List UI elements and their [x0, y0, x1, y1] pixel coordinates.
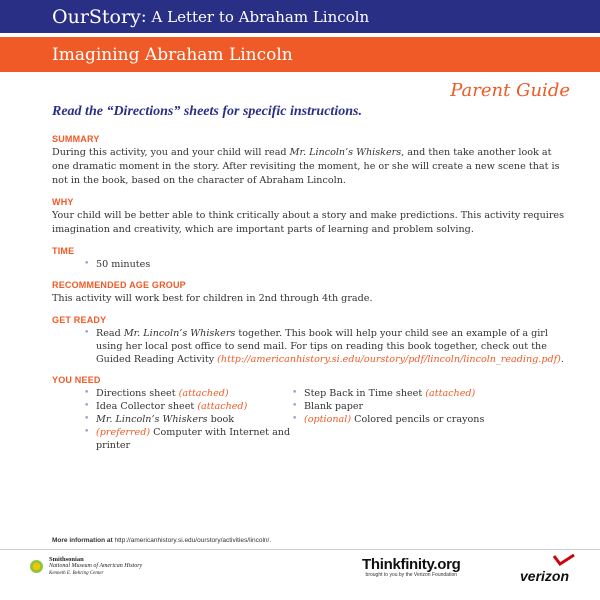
- thinkfinity-tagline: brought to you by the Verizon Foundation: [365, 572, 457, 578]
- verizon-check-icon: [516, 554, 576, 588]
- thinkfinity-logo: [362, 556, 461, 578]
- text-part: Read: [96, 328, 124, 339]
- center-name: Kenneth E. Behring Center: [49, 571, 104, 576]
- item-text: Computer with Internet and printer: [96, 427, 291, 451]
- why-text: Your child will be better able to think critically about a story and make predictions. This activity requires imagination and creativity, which are important parts of learning and problem solving.: [52, 210, 565, 235]
- thinkfinity-name: Thinkfinity.org: [362, 556, 461, 573]
- summary-text: [52, 146, 572, 188]
- series-colon: :: [140, 6, 147, 27]
- verizon-wordmark: verizon: [520, 568, 570, 584]
- more-info: [52, 537, 271, 544]
- age-heading: RECOMMENDED AGE GROUP: [52, 280, 186, 290]
- smithsonian-logo: [30, 556, 142, 577]
- book-title: Mr. Lincoln’s Whiskers: [96, 414, 208, 425]
- sun-icon: [30, 560, 43, 573]
- list-item: [292, 387, 484, 400]
- why-section: [52, 197, 572, 237]
- get-ready-section: [52, 315, 572, 366]
- you-need-section: [52, 375, 572, 452]
- item-note: (attached): [425, 388, 476, 399]
- item-text: Colored pencils or crayons: [351, 414, 485, 425]
- item-note: (attached): [197, 401, 248, 412]
- guided-reading-link[interactable]: (http://americanhistory.si.edu/ourstory/pdf/lincoln/lincoln_reading.pdf): [217, 354, 561, 365]
- summary-section: [52, 134, 572, 188]
- you-need-heading: YOU NEED: [52, 375, 101, 385]
- list-item: [84, 387, 292, 400]
- verizon-logo: [516, 554, 576, 588]
- text-part: together. This book will help your child see an example of a girl using her local post office to send mail. For tips on reading this book together, check out the Guided Reading Activity: [96, 328, 548, 365]
- more-info-label: More information at: [52, 537, 113, 544]
- list-item: [84, 413, 292, 426]
- activity-title-banner: [0, 37, 600, 72]
- parent-guide-label: Parent Guide: [450, 80, 570, 101]
- list-item: [292, 413, 484, 426]
- summary-heading: SUMMARY: [52, 134, 100, 144]
- age-section: [52, 280, 572, 306]
- item-text: Directions sheet: [96, 388, 179, 399]
- list-item: [292, 400, 484, 413]
- materials-list: [84, 387, 292, 452]
- footer-divider: [0, 549, 600, 550]
- book-title: Mr. Lincoln’s Whiskers: [289, 147, 402, 158]
- series-banner: [0, 0, 600, 35]
- get-ready-heading: GET READY: [52, 315, 107, 325]
- series-brand: OurStory: [52, 5, 141, 28]
- time-heading: TIME: [52, 246, 75, 256]
- book-title: Mr. Lincoln’s Whiskers: [123, 328, 236, 339]
- materials-list: [292, 387, 484, 452]
- list-item: [84, 426, 292, 452]
- time-section: [52, 246, 572, 271]
- summary-text-part: , and then take another look at one dramatic moment in the story. After revisiting the moment, he or she will create a new scene that is not in the book, based on the character of Abraham Lincoln.: [52, 147, 560, 186]
- list-item: • 50 minutes: [84, 258, 572, 271]
- item-text: Step Back in Time sheet: [304, 388, 426, 399]
- item-text: Idea Collector sheet: [96, 401, 198, 412]
- item-note: (attached): [178, 388, 229, 399]
- list-item: [84, 400, 292, 413]
- guide-content: [52, 134, 572, 461]
- smithsonian-name: Smithsonian: [49, 556, 84, 563]
- more-info-link[interactable]: http://americanhistory.si.edu/ourstory/activities/lincoln/.: [112, 537, 272, 544]
- text-part: .: [560, 354, 564, 365]
- age-text: This activity will work best for children in 2nd through 4th grade.: [52, 293, 373, 304]
- museum-name: National Museum of American History: [49, 563, 143, 569]
- series-subtitle: A Letter to Abraham Lincoln: [151, 7, 370, 26]
- summary-text-part: During this activity, you and your child will read: [52, 147, 290, 158]
- activity-title: Imagining Abraham Lincoln: [52, 44, 293, 65]
- why-heading: WHY: [52, 197, 74, 207]
- item-tag: (optional): [304, 414, 352, 425]
- directions-note: Read the “Directions” sheets for specific instructions.: [52, 104, 362, 119]
- item-tag: (preferred): [96, 427, 151, 438]
- item-text: Blank paper: [304, 401, 364, 412]
- item-text: book: [207, 414, 235, 425]
- list-item: [84, 327, 572, 366]
